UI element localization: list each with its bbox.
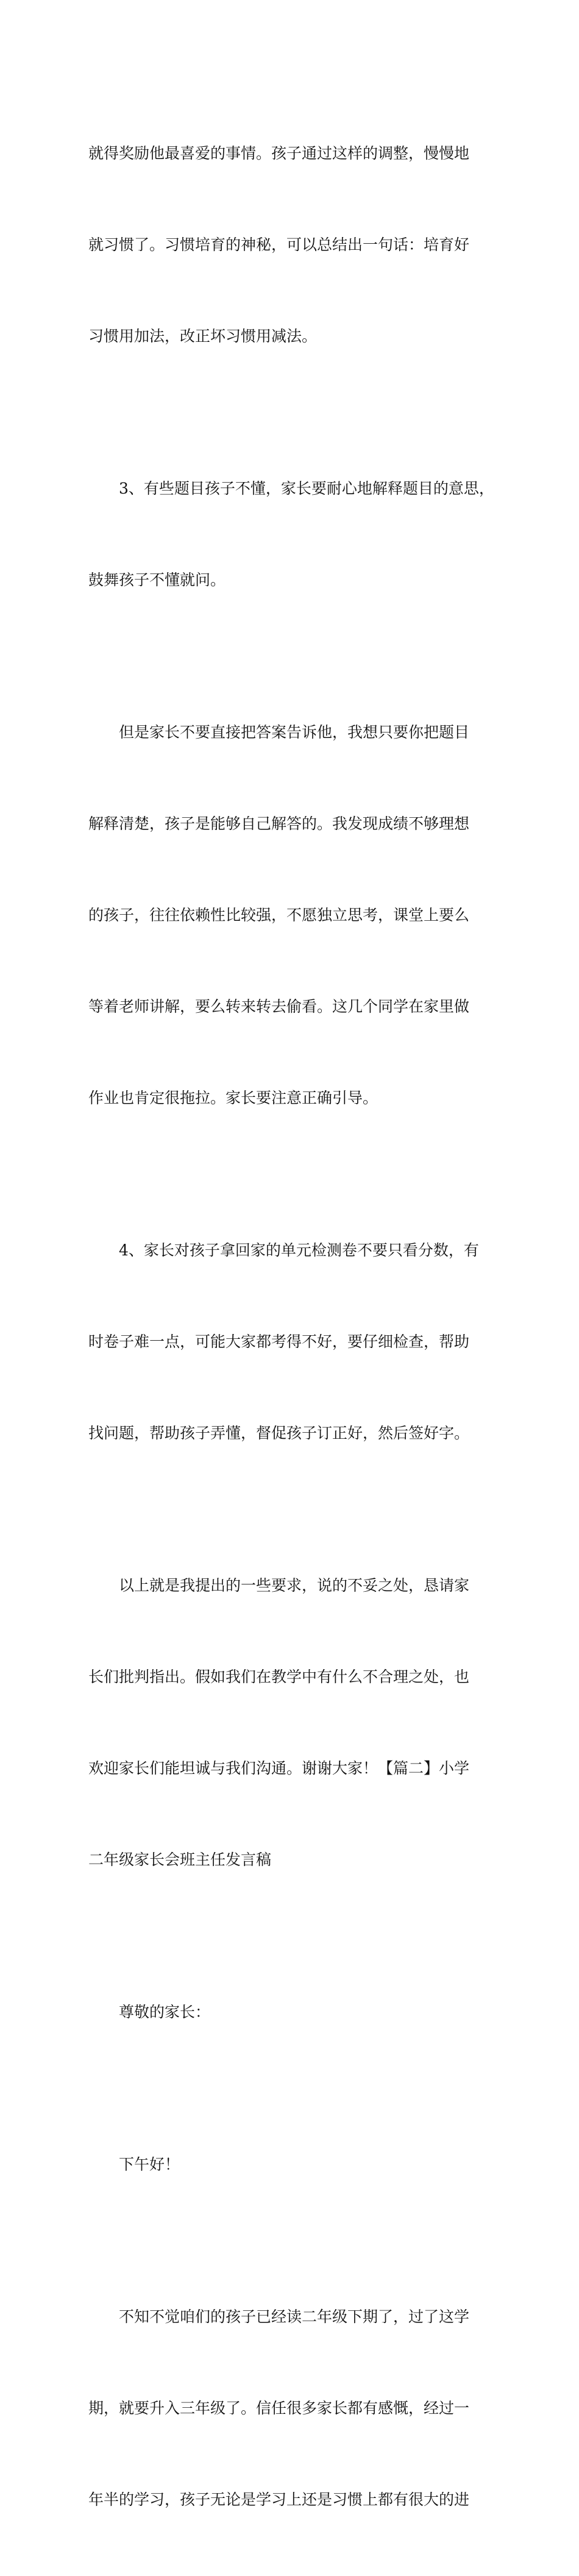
paragraph-greeting [88,2088,497,2241]
text-line: 作业也肯定很拖拉。家长要注意正确引导。 [88,1089,378,1107]
text-line: 4、家长对孩子拿回家的单元检测卷不要只看分数，有 [88,1241,479,1259]
text-line: 鼓舞孩子不懂就问。 [88,571,226,589]
text-line: 二年级家长会班主任发言稿 [88,1851,272,1868]
text-line: 3、有些题目孩子不懂，家长要耐心地解释题目的意思， [88,480,494,497]
text-line: 找问题，帮助孩子弄懂，督促孩子订正好，然后签好字。 [88,1424,470,1442]
text-line: 不知不觉咱们的孩子已经读二年级下期了，过了这学 [88,2308,470,2326]
paragraph-closing [88,1510,497,1936]
text-line: 等着老师讲解，要么转来转去偷看。这几个同学在家里做 [88,998,470,1015]
text-line: 年半的学习，孩子无论是学习上还是习惯上都有很大的进 [88,2491,470,2508]
text-line: 习惯用加法，改正坏习惯用减法。 [88,327,318,345]
text-line: 就得奖励他最喜爱的事情。孩子通过这样的调整，慢慢地 [88,144,470,162]
paragraph-guidance [88,656,497,1174]
text-line: 期，就要升入三年级了。信任很多家长都有感慨，经过一 [88,2399,470,2417]
text-line: 长们批判指出。假如我们在教学中有什么不合理之处，也 [88,1668,470,1686]
text-line: 欢迎家长们能坦诚与我们沟通。谢谢大家！【篇二】小学 [88,1759,470,1777]
text-line: 但是家长不要直接把答案告诉他，我想只要你把题目 [88,723,470,741]
text-line: 就习惯了。习惯培育的神秘，可以总结出一句话：培育好 [88,236,470,254]
paragraph-intro [88,2241,497,2576]
paragraph-point-3 [88,413,497,656]
text-line: 以上就是我提出的一些要求，说的不妥之处，恳请家 [88,1577,470,1594]
text-line: 时卷子难一点，可能大家都考得不好，要仔细检查，帮助 [88,1333,470,1350]
paragraph-salutation [88,1936,497,2088]
paragraph-point-4 [88,1174,497,1510]
paragraph-habit-summary [88,77,497,413]
text-line: 下午好！ [88,2156,180,2173]
document-body [88,77,497,2576]
text-line: 解释清楚，孩子是能够自己解答的。我发现成绩不够理想 [88,815,470,832]
text-line: 的孩子，往往依赖性比较强，不愿独立思考，课堂上要么 [88,906,470,924]
text-line: 尊敬的家长： [88,2003,211,2021]
